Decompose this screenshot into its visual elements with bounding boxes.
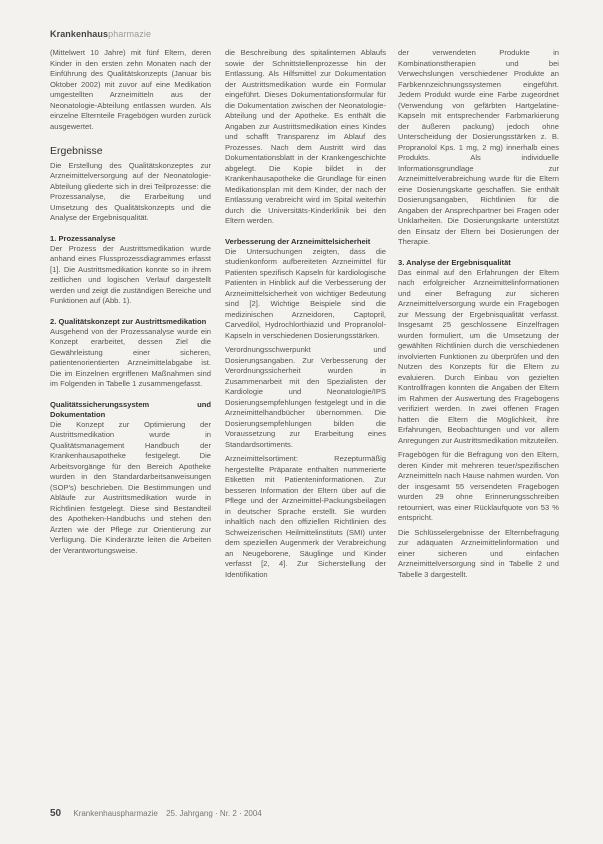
results-paragraph: Die Erstellung des Qualitätskonzeptes zur Arzneimittelversorgung auf der Neonatologie-Abteilung gliederte sich in drei Teilprozesse: die Prozessanalyse, die Erarbeitung und Umsetzung des Qualitätskonzepts und die Analyse der Ergebnisqualität. [50,160,211,222]
col2-paragraph-3: Verordnungsschwerpunkt und Dosierungsangaben. Zur Verbesserung der Verordnungssicherheit wurden in Zusammenarbeit mit den Spezialisten der Kardiologie und Neonatologie/IPS Dosierungsempfehlungen festgelegt und in die Arzneimittelhandbücher übernommen. Die Dosierungsempfehlungen bilden die Voraussetzung zur Erarbeitung eines Standardsortiments. [225,345,386,449]
results-heading: Ergebnisse [50,145,103,157]
quality-concept-paragraph: Ausgehend von der Prozessanalyse wurde ein Konzept erarbeitet, dessen Ziel die Gewährleistung einer sicheren, patientenorientierten Arzneimittelabgabe ist. Die im Einzelnen ergriffenen Maßnahmen sind im Folgenden in Tabelle 1 zusammengefasst. [50,326,211,388]
column-3 [398,48,559,580]
footer-volume: 25. Jahrgang [166,809,213,818]
intro-paragraph: (Mittelwert 10 Jahre) mit fünf Eltern, deren Kinder in den ersten zehn Monaten nach der Einführung des Qualitätskonzepts (Januar bis Oktober 2002) mit zuvor auf eine Medikation umgestellten Arzneimitteln aus der Neonatologie-Abteilung entlassen wurden. Als einzelne Elternteile Fragebögen wurden zurück ausgewertet. [50,48,211,131]
running-header [50,29,151,39]
column-2 [225,48,386,580]
header-section: Krankenhaus [50,29,109,39]
drug-safety-heading: Verbesserung der Arzneimittelsicherheit [225,236,371,246]
col3-paragraph-4: Die Schlüsselergebnisse der Elternbefragung zur adäquaten Arzneimittelinformation und einer sicheren und einfachen Arzneimittelversorgung sind in Tabelle 2 und Tabelle 3 dargestellt. [398,527,559,579]
col3-paragraph-1: der verwendeten Produkte in Kombinationstherapien und bei Verwechslungen verschiedener Produkte an Farbkennzeichnungssystemen eingeführt. Jedem Produkt wurde eine Farbe zugeordnet (Verwendung von gefärbten Hartgelatine-Kapseln mit entsprechender Farbmarkierung der äußeren packung) jedoch ohne Unterscheidung der Dosierungsstärken z. B. Propranolol Kps. 1 mg, 2 mg) innerhalb eines Produkts. Als individuelle Informationsgrundlage zur Arzneimittelverabreichung wurde für die Eltern eine Dosierungskarte geschaffen. Sie enthält Dosierungsangaben, Richtlinien für die Angaben der Ansprechpartner bei Fragen oder Unklarheiten. Die Dosierungskarte unterstützt den Einsatz der Eltern bei Dosierungen der Therapie. [398,48,559,246]
footer-journal: Krankenhauspharmazie [73,809,158,818]
outcome-analysis-heading: 3. Analyse der Ergebnisqualität [398,257,511,267]
col2-paragraph-2: Die Untersuchungen zeigten, dass die studienkonform aufbereiteten Arzneimittel für Patienten spezifisch Kapseln für kardiologische Patienten in Hinblick auf die Verbesserung der Arzneimittelsicherheit von wichtiger Bedeutung sind [2]. Wichtige Beispiele sind die medizinischen Arzneidoren, Captopril, Carvedilol, Hydrochlorthiazid und Propranolol-Kapseln in verschiedenen Dosierungsstärken. [225,246,386,340]
col2-paragraph-4: Arzneimittelsortiment: Rezepturmäßig hergestellte Präparate enthalten nummerierte Etiketten mit Patienteninformationen. Zur besseren Information der Eltern über auf die Pflege und der Arzneimittel-Packungsbeilagen in deutscher Sprache erstellt. Sie wurden inhaltlich nach den offiziellen Richtlinien des Schweizerischen Heilmittelinstituts (SMI) unter dem speziellen Augenmerk der Verabreichung an Neugeborene, Säuglinge und Kinder verfasst [2, 4]. Zur Sicherstellung der Identifikation [225,454,386,579]
footer-year: 2004 [243,809,262,818]
page-footer: 50 Krankenhauspharmazie 25. Jahrgang · Nr. 2 · 2004 [50,808,262,819]
column-1 [50,48,211,556]
qms-paragraph: Die Konzept zur Optimierung der Austrittsmedikation wurde in Qualitätsmanagement Handbuch der Krankenhausapotheke festgelegt. Die Arbeitsvorgänge für den Bereich Apotheke wurden in den Standardarbeitsanweisungen (SOP's) beschrieben. Die Bestimmungen und Abläufe zur Austrittsmedikation wurde in Richtlinien festgelegt. Diese sind Bestandteil des Apotheken-Handbuchs und stehen den Ärzten wie der Pflege zur Orientierung zur Verfügung. Die Kinderärzte leiten die Arbeiten der Verantwortungsweise. [50,419,211,555]
process-analysis-paragraph: Der Prozess der Austrittsmedikation wurde anhand eines Flussprozessdiagrammes erfasst [1]. Die Austrittsmedikation konnte so in ihrem zeitlichen und logischen Verlauf dargestellt werden und zeigt die zuständigen Bereiche und Funktionen auf (Abb. 1). [50,243,211,305]
page-number: 50 [50,808,62,819]
header-section-suffix: pharmazie [108,29,152,39]
footer-issue: Nr. 2 [219,809,237,818]
col2-paragraph-1: die Beschreibung des spitalinternen Ablaufs sowie der Schnittstellenprozesse hin der Entlassung. Als Hilfsmittel zur Dokumentation der Austrittsmedikation wurde ein Formular eingeführt. Dieses Dokumentationsformular für die Dokumentation zwischen der Neonatologie-Abteilung und der Apotheke. Es enthält die Angaben zur Austrittsmedikation eines Kindes und schafft Transparenz im Ablauf des Prozesses. Nach dem Austritt wird das Dokumentationsblatt in der Krankengeschichte abgelegt. Die Kopie bildet in der Krankenhausapotheke die Grundlage für einen Medikationsplan mit dem Kinder, der nach der Entlassung verabreicht wird im Spital weiterhin durch die Universitäts-Kinderklinik bei den Eltern werden. [225,48,386,225]
col3-paragraph-2: Das einmal auf den Erfahrungen der Eltern nach erfolgreicher Arzneimittelinformationen und einer Befragung zur sicheren Arzneimittelversorgung wurde ein Fragebogen zur Messung der Ergebnisqualität verfasst. Insgesamt 25 geschlossene Einzelfragen wurden formuliert, um die Umsetzung der gewählten Richtlinien durch die verschiedenen involvierten Funktionen zu überprüfen und den Nutzen des Konzepts für die Eltern zu evaluieren. Durch Einbau von gezielten Kontrollfragen konnten die Angaben der Eltern im Rahmen der Auswertung des Fragebogens verifiziert werden. In zwei offenen Fragen hatten die Eltern die Möglichkeit, ihre Erfahrungen, Beobachtungen und vor allem Anregungen zur Austrittsmedikation mitzuteilen. [398,267,559,445]
quality-concept-heading: 2. Qualitätskonzept zur Austrittsmedikation [50,316,207,326]
col3-paragraph-3: Fragebögen für die Befragung von den Eltern, deren Kinder mit mehreren teuer/spezifischen Arzneimitteln nach Hause nahmen wurden. Von der insgesamt 55 versendeten Fragebogen wurden 29 ohne Erinnerungsschreiben retourniert, was einer Rücklaufquote von 53 % entspricht. [398,450,559,522]
qms-heading: Qualitätssicherungssystem und Dokumentation [50,399,211,419]
process-analysis-heading: 1. Prozessanalyse [50,233,116,243]
